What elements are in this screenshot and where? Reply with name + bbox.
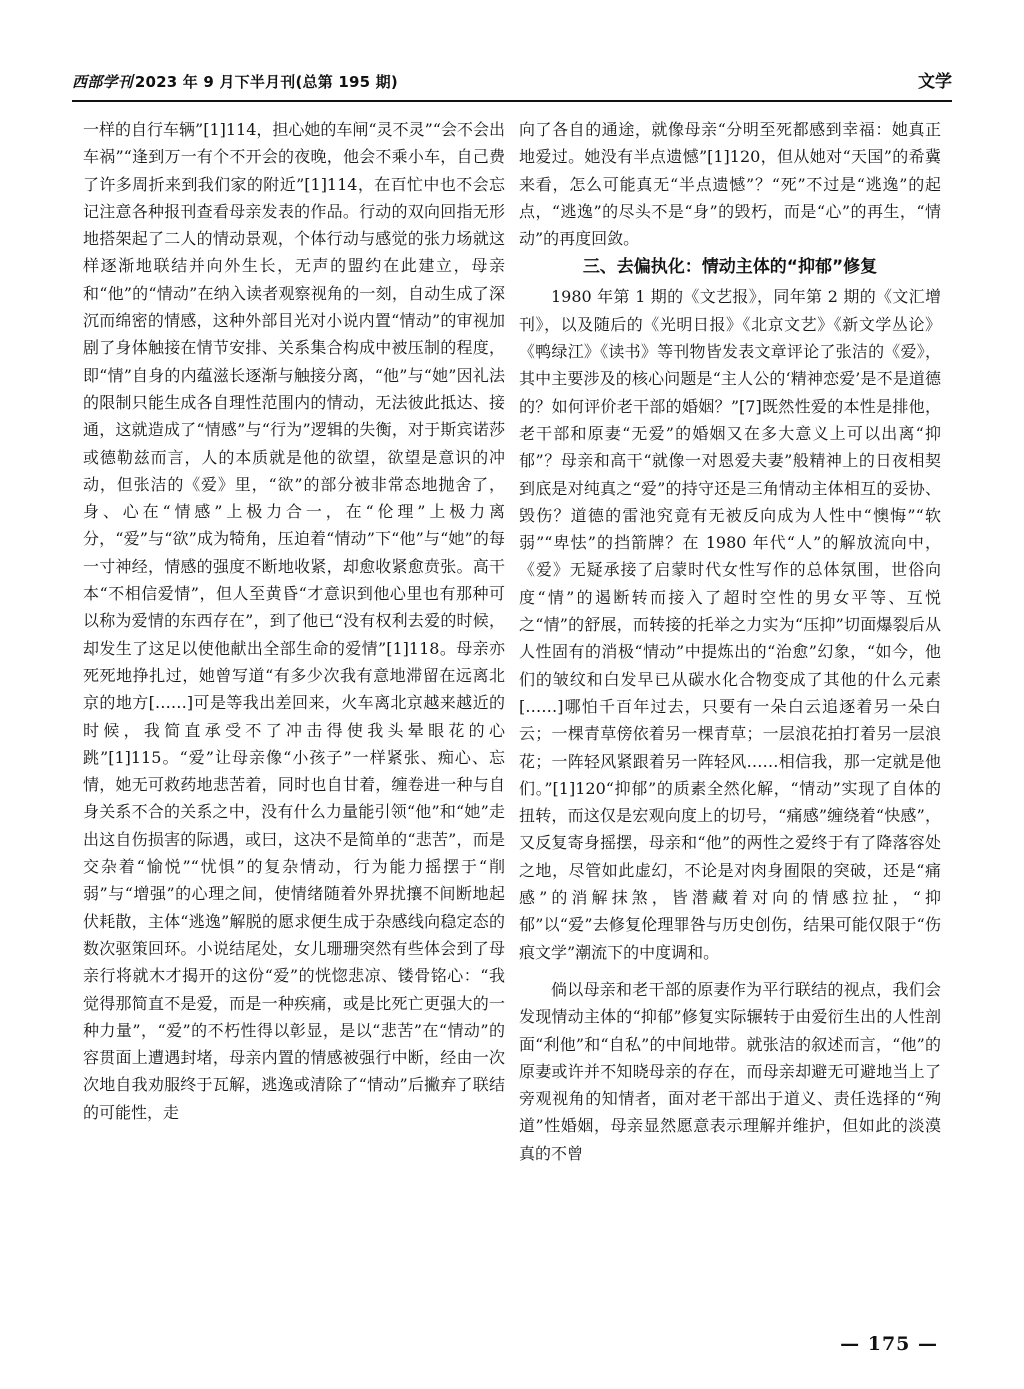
journal-masthead xyxy=(72,71,398,92)
body-paragraph: 倘以母亲和老干部的原妻作为平行联结的视点，我们会发现情动主体的“抑郁”修复实际辗转于由爱衍生出的人性剖面“利他”和“自私”的中间地带。就张洁的叙述而言，“他”的原妻或许并不知晓母亲的存在，而母亲却避无可避地当上了旁观视角的知情者，面对老干部出于道义、责任选择的“殉道”性婚姻，母亲显然愿意表示理解并维护，但如此的淡漠真的不曾 xyxy=(519,979,941,1163)
journal-issue: 2023 年 9 月下半月刊(总第 195 期) xyxy=(134,73,398,91)
right-column xyxy=(519,116,941,1167)
journal-logo: 西部学刊 xyxy=(72,73,133,91)
page-number: — 175 — xyxy=(840,1333,938,1355)
left-column xyxy=(83,116,505,1126)
section-label: 文学 xyxy=(918,72,952,92)
page-header xyxy=(72,66,952,102)
section-heading: 三、去偏执化：情动主体的“抑郁”修复 xyxy=(582,257,878,278)
body-paragraph: 一样的自行车辆”[1]114，担心她的车闸“灵不灵”“会不会出车祸”“逢到万一有个不开会的夜晚，他会不乘小车，自己费了许多周折来到我们家的附近”[1]114，在百忙中也不会忘记注意各种报刊查看母亲发表的作品。行动的双向回指无形地搭架起了二人的情动景观，个体行动与感觉的张力场就这样逐渐地联结并向外生长，无声的盟约在此建立，母亲和“他”的“情动”在纳入读者观察视角的一刻，自动生成了深沉而绵密的情感，这种外部目光对小说内置“情动”的审视加剧了身体触接在情节安排、关系集合构成中被压制的程度，即“情”自身的内蕴滋长逐渐与触接分离，“他”与“她”因礼法的限制只能生成各自理性范围内的情动，无法彼此抵达、接通，这就造成了“情感”与“行为”逻辑的失衡，对于斯宾诺莎或德勒兹而言，人的本质就是他的欲望，欲望是意识的冲动，但张洁的《爱》里，“欲”的部分被非常态地抛舍了，身、心在“情感”上极力合一，在“伦理”上极力离分，“爱”与“欲”成为犄角，压迫着“情动”下“他”与“她”的每一寸神经，情感的强度不断地收紧，却愈收紧愈贲张。高干本“不相信爱情”，但人至黄昏“才意识到他心里也有那种可以称为爱情的东西存在”，到了他已“没有权利去爱的时候，却发生了这足以使他献出全部生命的爱情”[1]118。母亲亦死死地挣扎过，她曾写道“有多少次我有意地滞留在远离北京的地方[……]可是等我出差回来，火车离北京越来越近的时候，我简直承受不了冲击得使我头晕眼花的心跳”[1]115。“爱”让母亲像“小孩子”一样紧张、痴心、忘情，她无可救药地悲苦着，同时也自甘着，缠卷进一种与自身关系不合的关系之中，没有什么力量能引领“他”和“她”走出这自伤损害的际遇，或曰，这决不是简单的“悲苦”，而是交杂着“愉悦”“忧惧”的复杂情动，行为能力摇摆于“削弱”与“增强”的心理之间，使情绪随着外界扰攘不间断地起伏耗散，主体“逃逸”解脱的愿求便生成于杂感线向稳定态的数次驱策回环。小说结尾处，女儿珊珊突然有些体会到了母亲行将就木才揭开的这份“爱”的恍惚悲凉、镂骨铭心：“我觉得那简直不是爱，而是一种疾痛，或是比死亡更强大的一种力量”，“爱”的不朽性得以彰显，是以“悲苦”在“情动”的容贯面上遭遇封堵，母亲内置的情感被强行中断，经由一次次地自我劝服终于瓦解，逃逸或清除了“情动”后撇弃了联结的可能性，走 xyxy=(83,120,505,1122)
body-paragraph: 向了各自的通途，就像母亲“分明至死都感到幸福：她真正地爱过。她没有半点遗憾”[1]120，但从她对“天国”的希冀来看，怎么可能真无“半点遗憾”？“死”不过是“逃逸”的起点，“逃逸”的尽头不是“身”的毁朽，而是“心”的再生，“情动”的再度回敛。 xyxy=(519,120,941,249)
body-paragraph: 1980 年第 1 期的《文艺报》，同年第 2 期的《文汇增刊》，以及随后的《光明日报》《北京文艺》《新文学丛论》《鸭绿江》《读书》等刊物皆发表文章评论了张洁的《爱》，其中主要涉及的核心问题是“主人公的‘精神恋爱’是不是道德的？如何评价老干部的婚姻？”[7]既然性爱的本性是排他，老干部和原妻“无爱”的婚姻又在多大意义上可以出离“抑郁”？母亲和高干“就像一对恩爱夫妻”般精神上的日夜相契到底是对纯真之“爱”的持守还是三角情动主体相互的妥协、毁伤？道德的雷池究竟有无被反向成为人性中“懊悔”“软弱”“卑怯”的挡箭牌？在 1980 年代“人”的解放流向中，《爱》无疑承接了启蒙时代女性写作的总体氛围，世俗向度“情”的遏断转而接入了超时空性的男女平等、互悦之“情”的舒展，而转接的托举之力实为“压抑”切面爆裂后从人性固有的消极“情动”中提炼出的“治愈”幻象，“如今，他们的皱纹和白发早已从碳水化合物变成了其他的什么元素[……]哪怕千百年过去，只要有一朵白云追逐着另一朵白云；一棵青草傍依着另一棵青草；一层浪花拍打着另一层浪花；一阵轻风紧跟着另一阵轻风……相信我，那一定就是他们。”[1]120“抑郁”的质素全然化解，“情动”实现了自体的扭转，而这仅是宏观向度上的切号，“痛感”缠绕着“快感”，又反复寄身摇摆，母亲和“他”的两性之爱终于有了降落容处之地，尽管如此虚幻，不论是对肉身囿限的突破，还是“痛感”的消解抹煞，皆潜藏着对向的情感拉扯，“抑郁”以“爱”去修复伦理罪咎与历史创伤，结果可能仅限于“伤痕文学”潮流下的中度调和。 xyxy=(519,287,941,962)
